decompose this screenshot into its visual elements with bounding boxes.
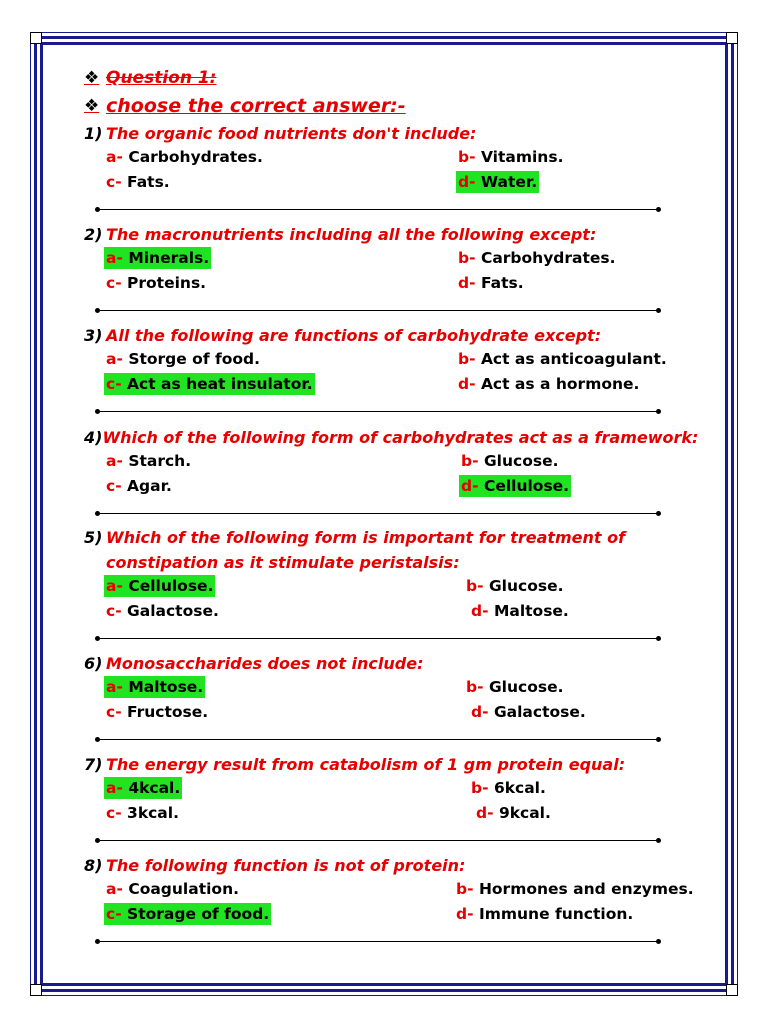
question-text: The macronutrients including all the following except: [106, 225, 597, 244]
option-text: Galactose. [493, 703, 586, 721]
question-item [84, 323, 684, 398]
option-letter: a- [106, 779, 123, 797]
option-letter: c- [106, 804, 122, 822]
answer-option-a[interactable] [104, 878, 241, 900]
options-row [84, 373, 684, 398]
option-letter: c- [106, 173, 122, 191]
option-letter: c- [106, 477, 122, 495]
answer-option-a[interactable] [104, 450, 193, 472]
option-letter: a- [106, 577, 123, 595]
option-letter: d- [471, 602, 489, 620]
option-letter: b- [461, 452, 479, 470]
option-text: Water. [480, 173, 538, 191]
section-divider [97, 209, 659, 210]
option-letter: b- [458, 350, 476, 368]
question-number: 6) [84, 654, 103, 673]
option-letter: b- [466, 577, 484, 595]
option-letter: a- [106, 452, 123, 470]
answer-option-c[interactable] [104, 600, 221, 622]
option-text: Agar. [127, 477, 172, 495]
options-row [84, 878, 694, 903]
question-number: 1) [84, 124, 103, 143]
section-divider [97, 638, 659, 639]
option-letter: a- [106, 678, 123, 696]
answer-option-b[interactable] [456, 348, 669, 370]
question-prompt [84, 121, 684, 146]
section-divider [97, 739, 659, 740]
option-text: Glucose. [488, 678, 564, 696]
section-divider [97, 941, 659, 942]
answer-option-d[interactable] [469, 701, 588, 723]
question-number: 8) [84, 856, 103, 875]
option-text: 6kcal. [493, 779, 546, 797]
options-row [84, 247, 684, 272]
answer-option-a[interactable] [104, 146, 265, 168]
instruction-text: choose the correct answer:- [106, 95, 406, 117]
option-text: Proteins. [127, 274, 207, 292]
options-row [84, 802, 684, 827]
question-text: The organic food nutrients don't include: [106, 124, 477, 143]
option-text: Glucose. [488, 577, 564, 595]
question-text: All the following are functions of carbohydrate except: [106, 326, 602, 345]
answer-option-c[interactable] [104, 171, 172, 193]
answer-option-b[interactable] [464, 575, 565, 597]
answer-option-a[interactable] [104, 676, 205, 698]
option-text: Carbohydrates. [128, 148, 263, 166]
answer-option-c[interactable] [104, 701, 210, 723]
option-letter: c- [106, 703, 122, 721]
answer-option-b[interactable] [464, 676, 565, 698]
question-prompt [84, 323, 684, 348]
answer-option-c[interactable] [104, 475, 174, 497]
options-row [84, 146, 684, 171]
section-divider [97, 411, 659, 412]
answer-option-a[interactable] [104, 247, 211, 269]
option-text: Maltose. [128, 678, 204, 696]
answer-option-b[interactable] [456, 146, 565, 168]
answer-option-c[interactable] [104, 802, 181, 824]
option-letter: c- [106, 274, 122, 292]
question-prompt [84, 651, 684, 676]
section-divider [97, 310, 659, 311]
question-number: 5) [84, 528, 103, 547]
option-letter: b- [471, 779, 489, 797]
option-letter: d- [456, 905, 474, 923]
option-text: Starch. [128, 452, 192, 470]
answer-option-b[interactable] [456, 247, 618, 269]
option-text: Fructose. [127, 703, 209, 721]
question-number: 7) [84, 755, 103, 774]
option-text: Carbohydrates. [480, 249, 616, 267]
option-letter: d- [458, 173, 476, 191]
option-text: Fats. [480, 274, 524, 292]
question-prompt-continued [84, 550, 684, 575]
option-letter: a- [106, 880, 123, 898]
answer-option-a[interactable] [104, 348, 262, 370]
option-text: Glucose. [483, 452, 559, 470]
question-prompt [84, 853, 684, 878]
bullet-icon: ❖ [84, 96, 100, 116]
option-text: 3kcal. [127, 804, 179, 822]
option-text: Act as a hormone. [480, 375, 640, 393]
option-letter: d- [458, 274, 476, 292]
question-number: 2) [84, 225, 103, 244]
question-text: Which of the following form is important for treatment of [106, 528, 626, 547]
option-text: 9kcal. [498, 804, 551, 822]
option-text: Galactose. [127, 602, 219, 620]
answer-option-a[interactable] [104, 777, 182, 799]
option-text: Maltose. [493, 602, 569, 620]
answer-option-c[interactable] [104, 373, 315, 395]
answer-option-d[interactable] [456, 272, 526, 294]
question-text: Monosaccharides does not include: [106, 654, 424, 673]
corner-ornament-bottom-left [30, 984, 42, 996]
answer-option-d[interactable] [469, 600, 571, 622]
option-text: Cellulose. [128, 577, 214, 595]
answer-option-c[interactable] [104, 903, 271, 925]
worksheet-content [84, 64, 684, 120]
corner-ornament-top-right [726, 32, 738, 44]
question-number: 3) [84, 326, 103, 345]
options-row [84, 600, 684, 625]
option-letter: a- [106, 350, 123, 368]
answer-option-b[interactable] [469, 777, 548, 799]
option-text: Vitamins. [480, 148, 564, 166]
option-letter: d- [471, 703, 489, 721]
answer-option-b[interactable] [459, 450, 560, 472]
option-text: Minerals. [128, 249, 210, 267]
bullet-icon: ❖ [84, 68, 100, 88]
option-letter: b- [458, 148, 476, 166]
instruction-line [84, 92, 684, 120]
section-divider [97, 513, 659, 514]
option-text: Fats. [127, 173, 170, 191]
options-row [84, 348, 684, 373]
question-item [84, 651, 684, 726]
option-text: Act as heat insulator. [127, 375, 313, 393]
answer-option-b[interactable] [454, 878, 696, 900]
options-row [84, 777, 684, 802]
answer-option-d[interactable] [456, 373, 641, 395]
question-item [84, 222, 684, 297]
option-letter: c- [106, 905, 122, 923]
question-item [84, 853, 694, 928]
option-letter: a- [106, 148, 123, 166]
option-text: 4kcal. [128, 779, 181, 797]
option-text: Storage of food. [127, 905, 270, 923]
option-text: Coagulation. [128, 880, 239, 898]
answer-option-d[interactable] [459, 475, 571, 497]
options-row [84, 171, 684, 196]
option-text: Cellulose. [483, 477, 570, 495]
corner-ornament-bottom-right [726, 984, 738, 996]
option-letter: d- [458, 375, 476, 393]
question-text: Which of the following form of carbohydrates act as a framework: [102, 428, 699, 447]
answer-option-a[interactable] [104, 575, 215, 597]
question-text: The following function is not of protein: [106, 856, 466, 875]
section-divider [97, 840, 659, 841]
option-letter: b- [456, 880, 474, 898]
option-text: Storge of food. [128, 350, 260, 368]
option-letter: d- [461, 477, 479, 495]
option-letter: c- [106, 375, 122, 393]
question-item [84, 121, 684, 196]
question-title-line [84, 64, 684, 92]
question-number: 4) [84, 428, 103, 447]
question-prompt [84, 222, 684, 247]
corner-ornament-top-left [30, 32, 42, 44]
option-letter: b- [466, 678, 484, 696]
question-text: constipation as it stimulate peristalsis: [106, 553, 460, 572]
option-letter: c- [106, 602, 122, 620]
question-item [84, 525, 684, 625]
option-letter: d- [476, 804, 494, 822]
option-letter: a- [106, 249, 123, 267]
option-letter: b- [458, 249, 476, 267]
answer-option-c[interactable] [104, 272, 208, 294]
answer-option-d[interactable] [474, 802, 553, 824]
answer-option-d[interactable] [454, 903, 635, 925]
question-item [84, 752, 684, 827]
options-row [84, 575, 684, 600]
question-text: The energy result from catabolism of 1 gm protein equal: [106, 755, 626, 774]
options-row [84, 903, 684, 928]
question-item [84, 425, 699, 500]
question-prompt [84, 752, 684, 777]
option-text: Act as anticoagulant. [480, 350, 667, 368]
question-prompt [84, 425, 699, 450]
question-prompt [84, 525, 684, 550]
option-text: Immune function. [478, 905, 634, 923]
options-row [84, 272, 684, 297]
options-row [84, 676, 684, 701]
answer-option-d[interactable] [456, 171, 539, 193]
options-row [84, 450, 684, 475]
option-text: Hormones and enzymes. [478, 880, 694, 898]
options-row [84, 701, 684, 726]
options-row [84, 475, 684, 500]
question-title: Question 1: [106, 68, 217, 88]
